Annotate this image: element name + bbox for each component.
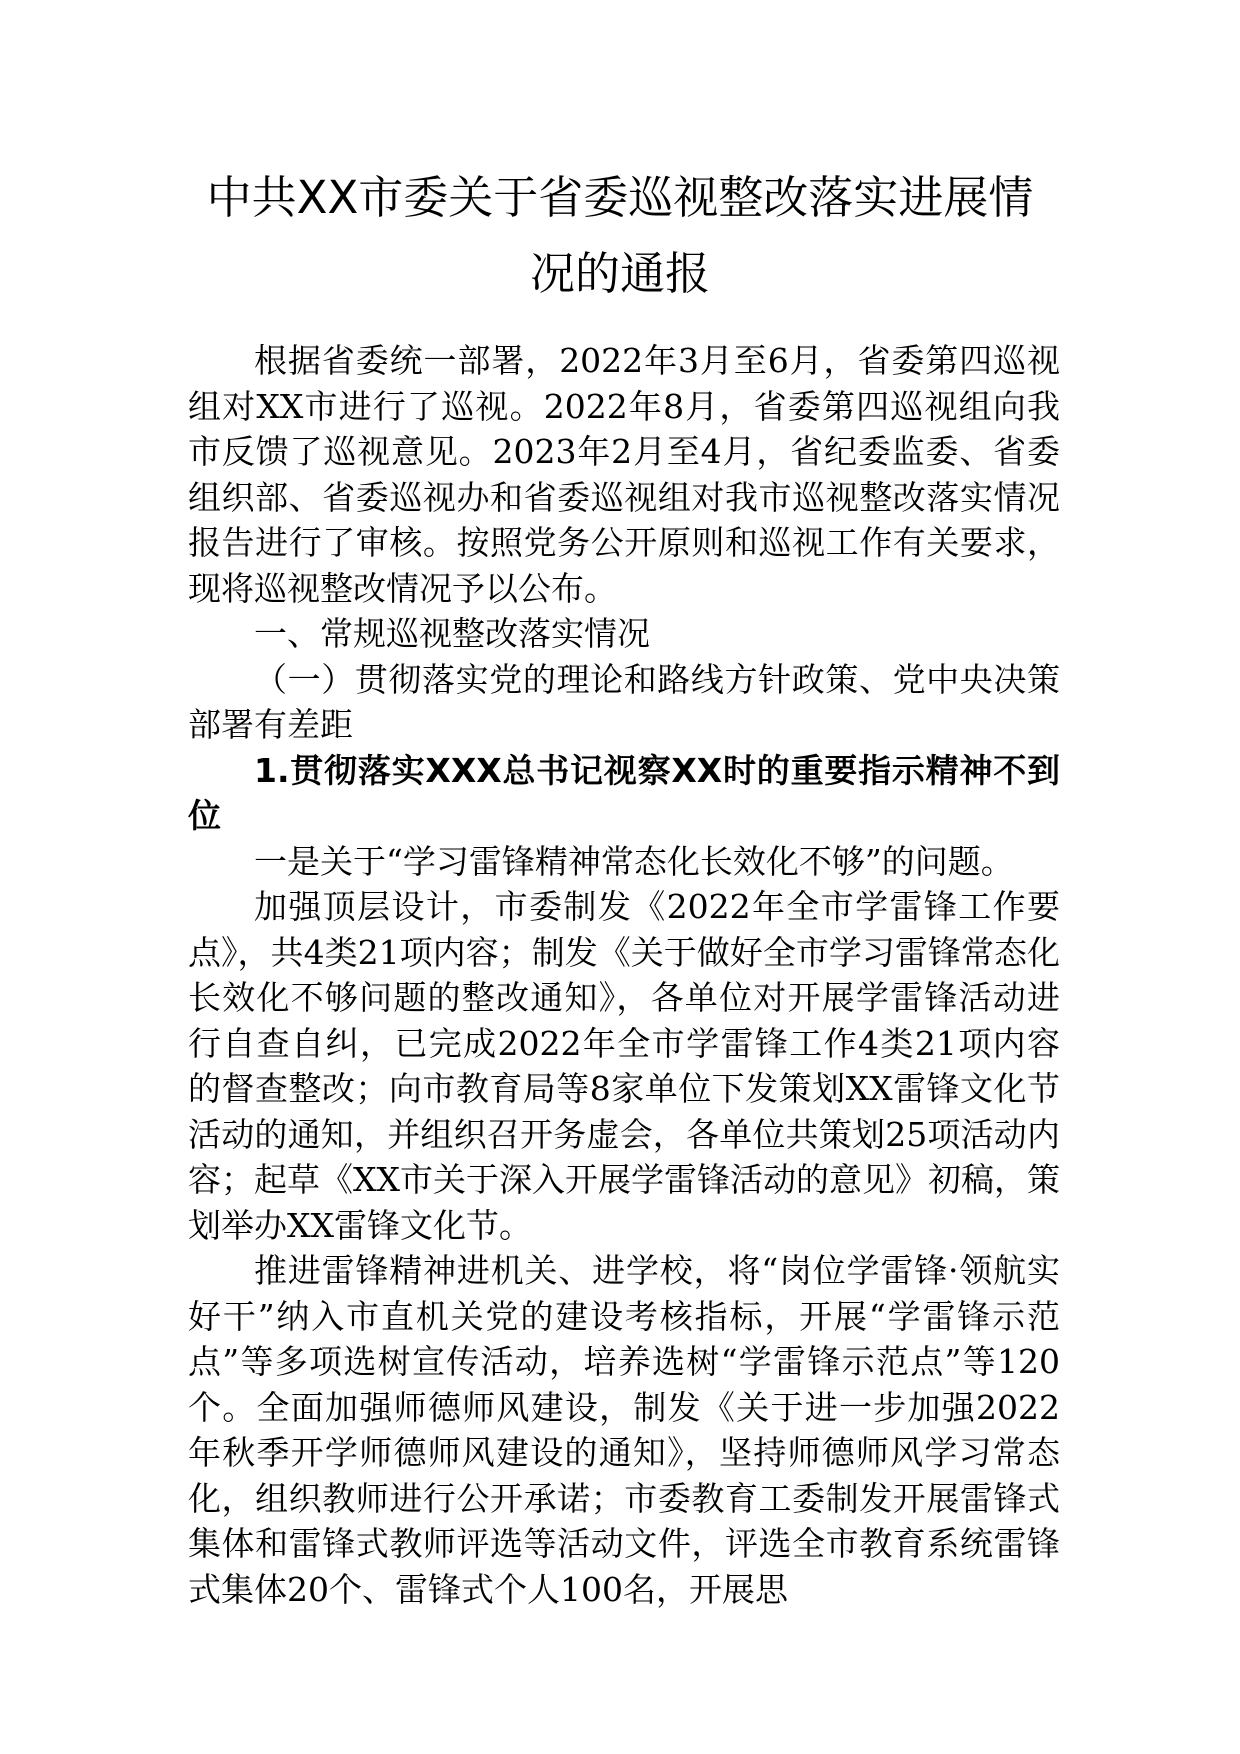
subsection-heading: （一）贯彻落实党的理论和路线方针政策、党中央决策部署有差距 <box>188 659 1060 744</box>
body-paragraph: 加强顶层设计，市委制发《2022年全市学雷锋工作要点》，共4类21项内容；制发《关于做好全市学习雷锋常态化长效化不够问题的整改通知》，各单位对开展学雷锋活动进行自查自纠，已完成2022年全市学雷锋工作4类21项内容的督查整改；向市教育局等8家单位下发策划XX雷锋文化节活动的通知，并组织召开务虚会，各单位共策划25项活动内容；起草《XX市关于深入开展学雷锋活动的意见》初稿，策划举办XX雷锋文化节。 <box>188 887 1060 1245</box>
document-body <box>188 338 1060 1612</box>
intro-paragraph: 根据省委统一部署，2022年3月至6月，省委第四巡视组对XX市进行了巡视。2022年8月，省委第四巡视组向我市反馈了巡视意见。2023年2月至4月，省纪委监委、省委组织部、省委巡视办和省委巡视组对我市巡视整改落实情况报告进行了审核。按照党务公开原则和巡视工作有关要求，现将巡视整改情况予以公布。 <box>188 341 1060 608</box>
section-heading: 一、常规巡视整改落实情况 <box>254 614 650 653</box>
document-title <box>170 160 1070 312</box>
body-paragraph: 推进雷锋精神进机关、进学校，将“岗位学雷锋·领航实好干”纳入市直机关党的建设考核指标，开展“学雷锋示范点”等多项选树宣传活动，培养选树“学雷锋示范点”等120个。全面加强师德师风建设，制发《关于进一步加强2022年秋季开学师德师风建设的通知》，坚持师德师风学习常态化，组织教师进行公开承诺；市委教育工委制发开展雷锋式集体和雷锋式教师评选等活动文件，评选全市教育系统雷锋式集体20个、雷锋式个人100名，开展思 <box>188 1251 1060 1609</box>
title-line-1: 中共XX市委关于省委巡视整改落实进展情 <box>206 171 1034 224</box>
title-line-2: 况的通报 <box>529 247 710 300</box>
item-heading: 1.贯彻落实XXX总书记视察XX时的重要指示精神不到位 <box>188 750 1060 835</box>
issue-paragraph: 一是关于“学习雷锋精神常态化长效化不够”的问题。 <box>254 841 1014 881</box>
